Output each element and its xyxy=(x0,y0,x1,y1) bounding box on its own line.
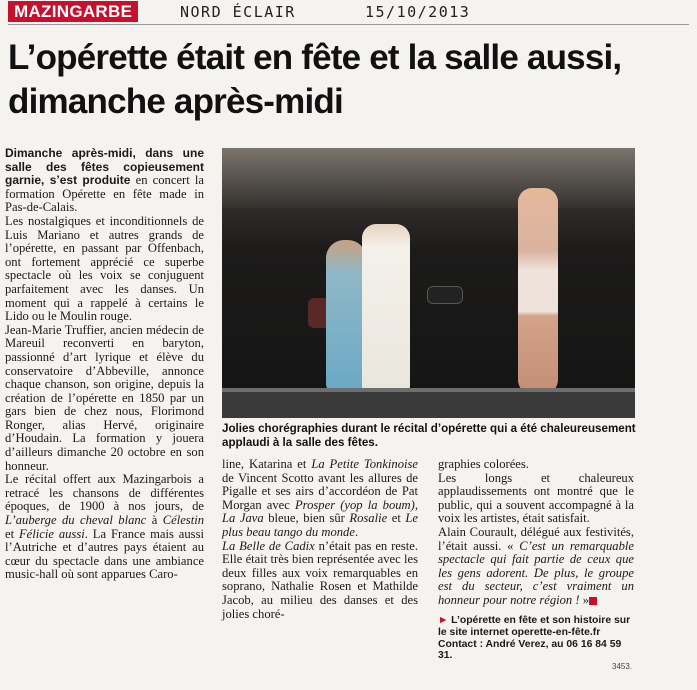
title-run: Félicie aussi xyxy=(18,526,85,541)
paragraph-quote xyxy=(438,526,634,608)
info-line-1: L’opérette en fête et son histoire sur le site internet operette-en-fête.fr xyxy=(438,615,631,638)
text-run: Alain Courault, délégué aux festivités, l’était aussi. « xyxy=(438,524,634,553)
title-run: Rosalie xyxy=(349,511,388,526)
text-run: Le récital offert aux Mazingarbois a retracé les chansons de différentes époques, de 1900 à nos jours, de xyxy=(5,472,204,514)
text-run: . La France mais aussi l’Autriche et d’autres pays étaient au cœur du spectacle dans une ambiance music-hall où sont apparues Caro- xyxy=(5,526,204,582)
article-column-3 xyxy=(438,458,634,608)
paragraph-applause: Les longs et chaleureux applaudissements ont montré que le public, qui a souvent accompagné à la voix les artistes, était satisfait. xyxy=(438,470,634,526)
text-run: bleue, bien sûr xyxy=(263,511,350,526)
text-run: et xyxy=(387,511,406,526)
header-rule xyxy=(8,24,689,25)
paragraph-songs xyxy=(222,458,418,540)
article-column-2 xyxy=(222,458,418,621)
title-run: La Petite Tonkinoise xyxy=(311,457,418,471)
paragraph-nostalgic: Les nostalgiques et inconditionnels de Luis Mariano et autres grands de l’opérette, en passant par Offenbach, ont fortement apprécié ce superbe spectacle où les voix se conjuguent parfaitement avec les danses. Un moment qui a rappelé à certains le Lido ou le Moulin rouge. xyxy=(5,213,204,324)
singer-woman-figure xyxy=(326,240,366,392)
title-run: Le plus beau tango du monde xyxy=(222,511,418,539)
handwritten-date: 15/10/2013 xyxy=(365,3,471,21)
paragraph-lead xyxy=(5,147,204,215)
music-stand xyxy=(427,286,463,304)
lead-continuation: en concert la formation Opérette en fête made in Pas-de-Calais. xyxy=(5,173,204,215)
info-box xyxy=(438,615,638,662)
info-line-2: Contact : André Verez, au 06 16 84 59 31. xyxy=(438,638,622,662)
lead-text: Dimanche après-midi, dans une salle des fêtes copieusement garnie, s’est produite xyxy=(5,146,204,188)
section-label: MAZINGARBE xyxy=(8,1,138,22)
photo-caption: Jolies chorégraphies durant le récital d’opérette qui a été chaleureusement applaudi à la salle des fêtes. xyxy=(222,422,636,449)
text-run: line, Katarina et xyxy=(222,457,312,471)
title-run: La Java xyxy=(222,511,264,526)
paragraph-cadix xyxy=(222,540,418,622)
text-run: et xyxy=(5,526,19,541)
page-number: 3453. xyxy=(612,662,633,671)
title-run: Prosper (yop la boum) xyxy=(294,497,415,512)
text-run: . xyxy=(354,524,359,539)
quote-run: C’est un remarquable spectacle qui fait partie de ceux que les gens adorent. De plus, le groupe est du secteur, c’est vraiment un honneur pour notre région ! xyxy=(438,538,634,607)
arrow-icon: ► xyxy=(438,615,449,626)
title-run: La Belle de Cadix xyxy=(222,538,315,553)
paragraph-recital xyxy=(5,473,204,582)
text-run: à xyxy=(146,513,163,528)
text-run: n’était pas en reste. Elle était très bien représentée avec les deux filles aux voix remarquables en soprano, Nathalie Rosen et Mathilde Jacob, au milieu des danses et des jolies choré- xyxy=(222,538,418,621)
title-run: Célestin xyxy=(162,513,204,528)
paragraph-truffier: Jean-Marie Truffier, ancien médecin de Mareuil reconverti en baryton, passionné d’art lyrique et élève du conservatoire d’Abbeville, annonce chaque chanson, son origine, depuis la création de l’opérette en 1850 par un gars bien de chez nous, Florimond Ronger, alias Hervé, originaire d’Houdain. La formation y jouera d’ailleurs dimanche 20 octobre en son honneur. xyxy=(5,322,204,473)
end-square-icon xyxy=(589,597,597,605)
page-header xyxy=(0,0,697,24)
singer-man-figure xyxy=(362,224,410,392)
headline: L’opérette était en fête et la salle aussi, dimanche après-midi xyxy=(8,38,622,121)
handwritten-source: NORD ÉCLAIR xyxy=(180,3,296,21)
text-run: , xyxy=(414,497,418,512)
text-run: de Vincent Scotto avant les allures de Pigalle et ses airs d’accordéon de Pat Morgan avec xyxy=(222,470,418,512)
title-run: L’auberge du cheval blanc xyxy=(5,513,147,528)
text-run: » xyxy=(579,592,590,607)
article-column-1 xyxy=(5,147,204,582)
paragraph-choreo-end: graphies colorées. xyxy=(438,457,529,471)
stage-floor xyxy=(222,392,635,418)
photo-ceiling xyxy=(222,148,635,208)
dancer-figure xyxy=(518,188,558,394)
stage-photo xyxy=(222,148,635,418)
